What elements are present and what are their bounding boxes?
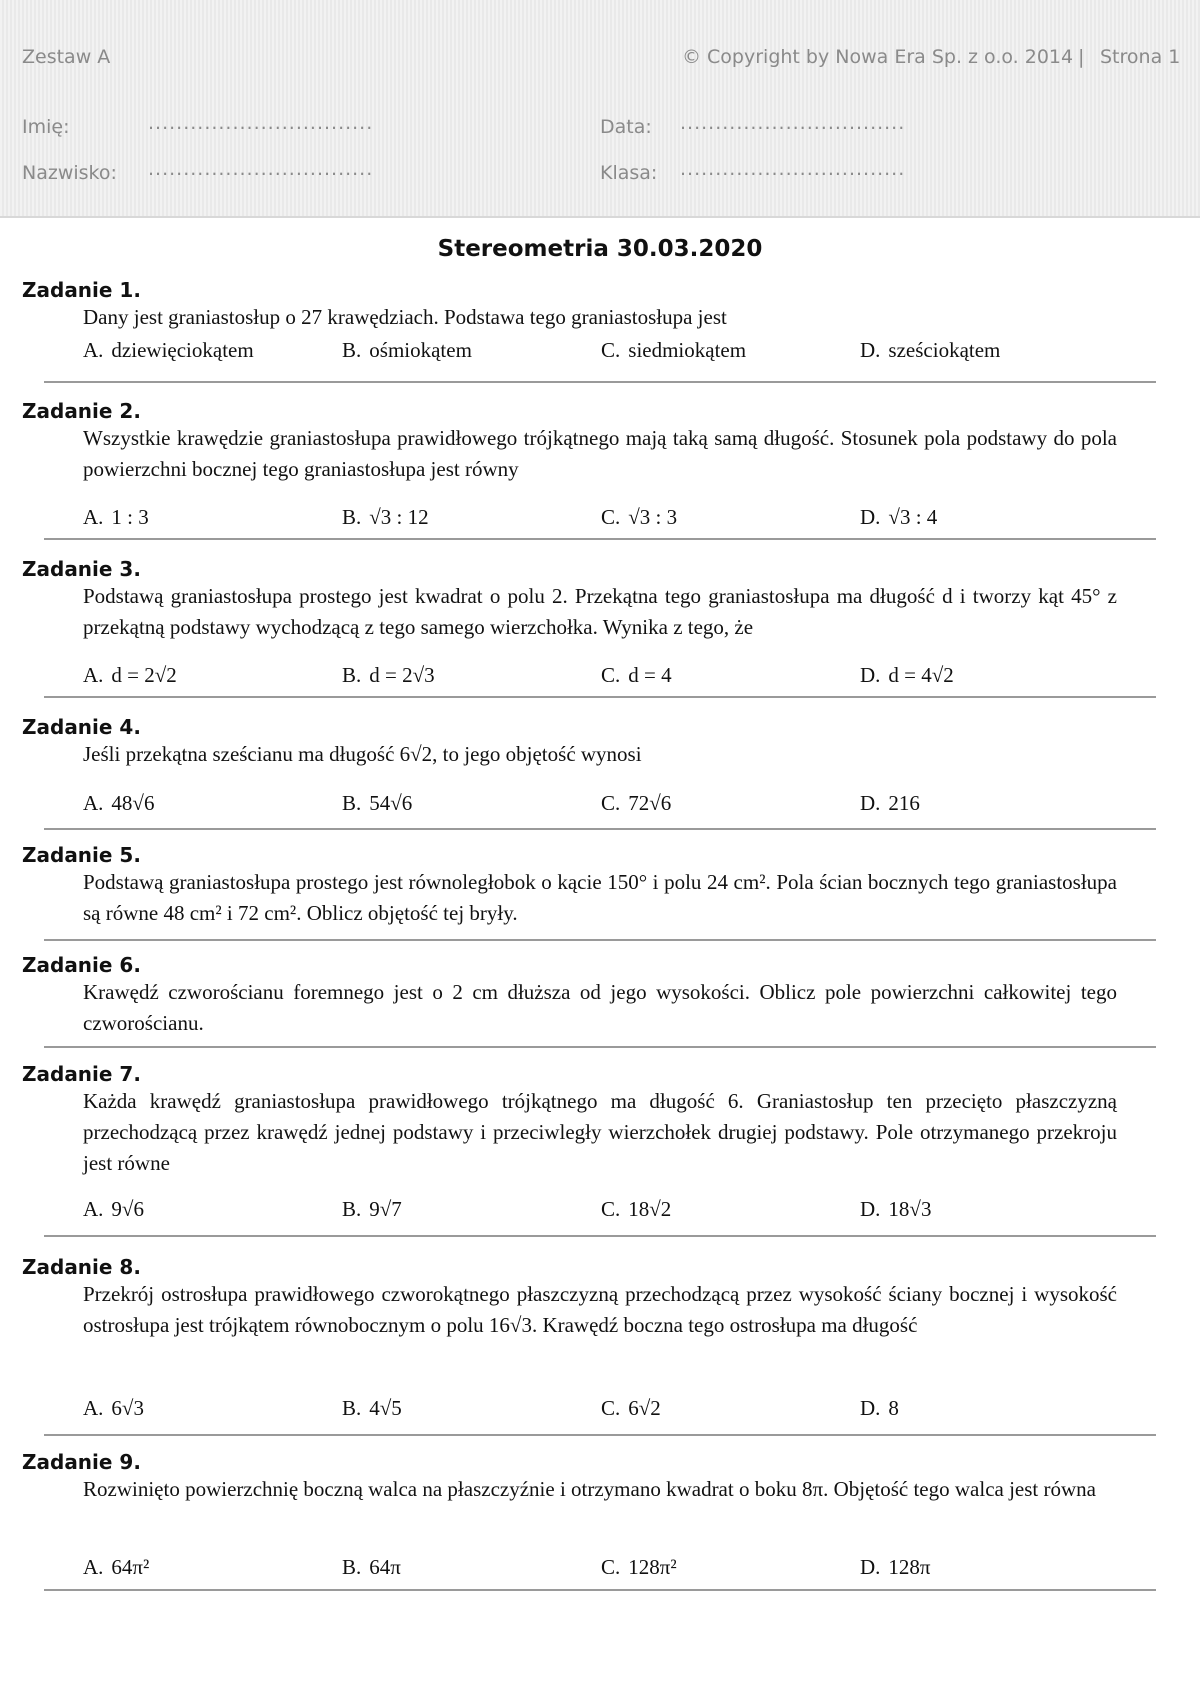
answer-letter: B.: [342, 791, 362, 815]
answer-letter: D.: [860, 1396, 881, 1420]
answer-value: dziewięciokątem: [111, 338, 254, 362]
task-divider: [44, 1235, 1156, 1237]
class-field[interactable]: ................................: [680, 158, 906, 180]
header-separator: |: [1078, 46, 1085, 68]
answer-value: sześciokątem: [888, 338, 1001, 362]
answer-letter: A.: [83, 1555, 104, 1579]
task-divider: [44, 939, 1156, 941]
task-question: Jeśli przekątna sześcianu ma długość 6√2, to jego objętość wynosi: [83, 742, 642, 766]
answer-letter: C.: [601, 791, 621, 815]
surname-label: Nazwisko:: [22, 162, 117, 184]
answer-letter: B.: [342, 505, 362, 529]
answer-letter: A.: [83, 338, 104, 362]
task-divider: [44, 381, 1156, 383]
task-divider: [44, 1046, 1156, 1048]
answer-value: d = 2√3: [369, 663, 435, 687]
answer-letter: D.: [860, 1555, 881, 1579]
answer-letter: A.: [83, 663, 104, 687]
answer-option[interactable]: [601, 663, 672, 688]
answer-value: d = 4: [628, 663, 672, 687]
task-divider: [44, 696, 1156, 698]
task-label: Zadanie 3.: [22, 557, 141, 581]
task-label: Zadanie 6.: [22, 953, 141, 977]
answer-value: √3 : 12: [369, 505, 429, 529]
answer-value: 4√5: [369, 1396, 402, 1420]
answer-option[interactable]: [342, 791, 412, 816]
answer-option[interactable]: [342, 1555, 401, 1580]
date-label: Data:: [600, 116, 652, 138]
answer-option[interactable]: [860, 1555, 931, 1580]
answer-value: 8: [888, 1396, 899, 1420]
answer-option[interactable]: [342, 338, 472, 363]
answer-letter: B.: [342, 1197, 362, 1221]
answer-letter: D.: [860, 338, 881, 362]
answer-value: 64π²: [111, 1555, 150, 1579]
answer-option[interactable]: [342, 1197, 402, 1222]
answer-value: 216: [888, 791, 920, 815]
answer-letter: B.: [342, 1396, 362, 1420]
answer-option[interactable]: [601, 1555, 677, 1580]
task-label: Zadanie 5.: [22, 843, 141, 867]
task-divider: [44, 828, 1156, 830]
copyright-notice: © Copyright by Nowa Era Sp. z o.o. 2014: [682, 46, 1074, 68]
task-label: Zadanie 8.: [22, 1255, 141, 1279]
answer-option[interactable]: [83, 338, 254, 363]
answer-option[interactable]: [601, 505, 677, 530]
answer-value: ośmiokątem: [369, 338, 472, 362]
answer-value: 128π: [888, 1555, 931, 1579]
answer-value: 18√2: [628, 1197, 672, 1221]
task-label: Zadanie 7.: [22, 1062, 141, 1086]
page-number: Strona 1: [1100, 46, 1181, 68]
answer-option[interactable]: [83, 1555, 149, 1580]
answer-value: 54√6: [369, 791, 413, 815]
task-divider: [44, 1434, 1156, 1436]
answer-option[interactable]: [342, 1396, 402, 1421]
answer-option[interactable]: [860, 663, 954, 688]
answer-letter: A.: [83, 791, 104, 815]
answer-value: siedmiokątem: [628, 338, 747, 362]
answer-value: 6√2: [628, 1396, 661, 1420]
set-label: Zestaw A: [22, 46, 111, 68]
task-question: Podstawą graniastosłupa prostego jest równoległobok o kącie 150° i polu 24 cm². Pola ścian bocznych tego graniastosłupa są równe 48 cm² i 72 cm². Oblicz objętość tej bryły.: [83, 870, 1117, 925]
name-label: Imię:: [22, 116, 70, 138]
answer-letter: D.: [860, 505, 881, 529]
task-question: Rozwinięto powierzchnię boczną walca na płaszczyźnie i otrzymano kwadrat o boku 8π. Objętość tego walca jest równa: [83, 1477, 1096, 1501]
page-header: [0, 0, 1200, 218]
answer-value: 48√6: [111, 791, 155, 815]
task-question: Dany jest graniastosłup o 27 krawędziach. Podstawa tego graniastosłupa jest: [83, 305, 727, 329]
task-label: Zadanie 9.: [22, 1450, 141, 1474]
task-question: Wszystkie krawędzie graniastosłupa prawidłowego trójkątnego mają taką samą długość. Stosunek pola podstawy do pola powierzchni bocznej tego graniastosłupa jest równy: [83, 426, 1117, 481]
answer-letter: B.: [342, 338, 362, 362]
answer-option[interactable]: [83, 791, 154, 816]
answer-letter: C.: [601, 1555, 621, 1579]
task-question: Podstawą graniastosłupa prostego jest kwadrat o polu 2. Przekątna tego graniastosłupa ma długość d i tworzy kąt 45° z przekątną podstawy wychodzącą z tego samego wierzchołka. Wynika z tego, że: [83, 584, 1117, 639]
answer-option[interactable]: [83, 1396, 144, 1421]
answer-value: d = 4√2: [888, 663, 954, 687]
answer-option[interactable]: [860, 338, 1000, 363]
answer-value: 64π: [369, 1555, 401, 1579]
answer-option[interactable]: [860, 505, 937, 530]
answer-value: d = 2√2: [111, 663, 177, 687]
answer-letter: C.: [601, 338, 621, 362]
surname-field[interactable]: ................................: [148, 158, 374, 180]
date-field[interactable]: ................................: [680, 112, 906, 134]
name-field[interactable]: ................................: [148, 112, 374, 134]
answer-option[interactable]: [601, 338, 746, 363]
answer-option[interactable]: [860, 791, 920, 816]
answer-option[interactable]: [83, 663, 177, 688]
answer-letter: C.: [601, 1197, 621, 1221]
answer-option[interactable]: [601, 1396, 661, 1421]
answer-option[interactable]: [860, 1197, 931, 1222]
answer-option[interactable]: [601, 1197, 671, 1222]
answer-value: 1 : 3: [111, 505, 149, 529]
answer-option[interactable]: [860, 1396, 899, 1421]
answer-option[interactable]: [83, 505, 149, 530]
task-label: Zadanie 1.: [22, 278, 141, 302]
answer-value: 18√3: [888, 1197, 932, 1221]
answer-letter: D.: [860, 663, 881, 687]
answer-option[interactable]: [83, 1197, 144, 1222]
answer-option[interactable]: [342, 505, 429, 530]
answer-letter: A.: [83, 1197, 104, 1221]
answer-value: √3 : 4: [888, 505, 938, 529]
answer-option[interactable]: [601, 791, 671, 816]
answer-letter: D.: [860, 1197, 881, 1221]
answer-letter: C.: [601, 663, 621, 687]
task-question: Krawędź czworościanu foremnego jest o 2 cm dłuższa od jego wysokości. Oblicz pole powierzchni całkowitej tego czworościanu.: [83, 980, 1117, 1035]
task-question: Każda krawędź graniastosłupa prawidłowego trójkątnego ma długość 6. Graniastosłup ten przecięto płaszczyzną przechodzącą przez krawędź jednej podstawy i przeciwległy wierzchołek drugiej podstawy. Pole otrzymanego przekroju jest równe: [83, 1089, 1117, 1175]
answer-letter: B.: [342, 1555, 362, 1579]
task-divider: [44, 1589, 1156, 1591]
answer-option[interactable]: [342, 663, 435, 688]
answer-letter: C.: [601, 1396, 621, 1420]
task-label: Zadanie 2.: [22, 399, 141, 423]
answer-letter: B.: [342, 663, 362, 687]
answer-value: 9√7: [369, 1197, 402, 1221]
answer-letter: A.: [83, 1396, 104, 1420]
answer-value: 128π²: [628, 1555, 677, 1579]
answer-value: 6√3: [111, 1396, 144, 1420]
answer-value: √3 : 3: [628, 505, 678, 529]
task-question: Przekrój ostrosłupa prawidłowego czworokątnego płaszczyzną przechodzącą przez wysokość ściany bocznej i wysokość ostrosłupa jest trójkątem równobocznym o polu 16√3. Krawędź boczna tego ostrosłupa ma długość: [83, 1282, 1117, 1337]
answer-value: 72√6: [628, 791, 672, 815]
answer-value: 9√6: [111, 1197, 144, 1221]
answer-letter: D.: [860, 791, 881, 815]
page-title: Stereometria 30.03.2020: [437, 236, 763, 262]
class-label: Klasa:: [600, 162, 658, 184]
task-divider: [44, 538, 1156, 540]
answer-letter: A.: [83, 505, 104, 529]
task-label: Zadanie 4.: [22, 715, 141, 739]
answer-letter: C.: [601, 505, 621, 529]
